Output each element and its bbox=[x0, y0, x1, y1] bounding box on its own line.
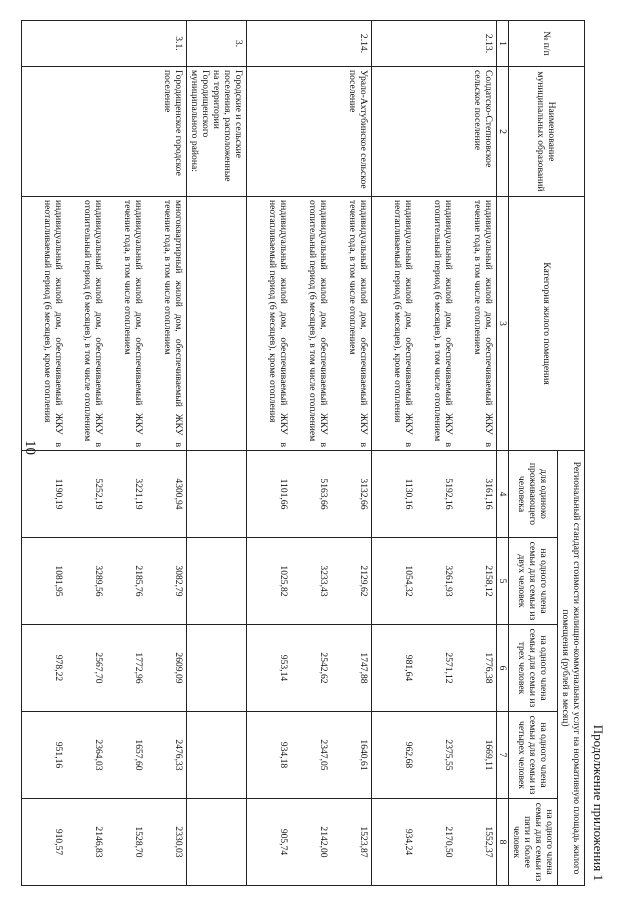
column-number: 1 bbox=[496, 21, 508, 67]
category-entry: индивидуальный жилой дом, обеспечиваемый ЖКУ в отопительный период (6 месяцев), в том числе отоплением bbox=[81, 200, 104, 447]
value: 2185,76 bbox=[132, 565, 144, 597]
value-cell bbox=[371, 712, 496, 799]
value: 934,24 bbox=[402, 828, 414, 856]
row-number: 3. bbox=[186, 21, 246, 67]
value-cell bbox=[21, 451, 186, 538]
header-standard-group: Региональный стандарт стоимости жилищно-коммунальных услуг на нормативную площадь жилого помещения (рублей в месяц) bbox=[557, 451, 584, 886]
continuation-title: Продолжение приложения 1 bbox=[591, 724, 606, 881]
header-num: № п/п bbox=[508, 21, 584, 67]
category-entry: индивидуальный жилой дом, обеспечиваемый ЖКУ в неотапливаемый период (6 месяцев), кроме отопления bbox=[41, 200, 64, 447]
category-entry: индивидуальный жилой дом, обеспечиваемый ЖКУ в неотапливаемый период (6 месяцев), кроме отопления bbox=[391, 200, 414, 447]
value-cell bbox=[186, 451, 246, 538]
value bbox=[204, 541, 244, 621]
value: 2609,09 bbox=[172, 652, 184, 684]
value: 1669,11 bbox=[482, 739, 494, 771]
value: 1772,96 bbox=[132, 652, 144, 684]
value: 2347,05 bbox=[317, 739, 329, 771]
category-entry bbox=[204, 200, 244, 447]
value: 5192,16 bbox=[442, 478, 454, 510]
value-cell bbox=[186, 799, 246, 886]
value: 1747,88 bbox=[357, 652, 369, 684]
value-cell bbox=[186, 538, 246, 625]
category-entry: индивидуальный жилой дом, обеспечиваемый ЖКУ в течение года, в том числе отоплением bbox=[471, 200, 494, 447]
category-entry: индивидуальный жилой дом, обеспечиваемый ЖКУ в неотапливаемый период (6 месяцев), кроме отопления bbox=[266, 200, 289, 447]
column-number-row bbox=[496, 21, 508, 886]
value: 905,74 bbox=[277, 828, 289, 856]
category-entry: индивидуальный жилой дом, обеспечиваемый ЖКУ в течение года, в том числе отоплением bbox=[121, 200, 144, 447]
value: 3233,43 bbox=[317, 565, 329, 597]
column-number: 6 bbox=[496, 625, 508, 712]
value: 2129,62 bbox=[357, 565, 369, 597]
row-name: Городские и сельские поселения, расположенные на территории Городищенского муниципального района: bbox=[186, 67, 246, 197]
value: 1523,87 bbox=[357, 826, 369, 858]
value-cell bbox=[246, 538, 371, 625]
table-row bbox=[246, 21, 371, 886]
value-cell bbox=[21, 538, 186, 625]
category-cell bbox=[246, 197, 371, 451]
value-cell bbox=[246, 799, 371, 886]
value: 1081,95 bbox=[52, 565, 64, 597]
column-number: 5 bbox=[496, 538, 508, 625]
value bbox=[204, 454, 244, 534]
page-number: 10 bbox=[22, 440, 38, 455]
value: 1130,16 bbox=[402, 478, 414, 510]
value: 3221,19 bbox=[132, 478, 144, 510]
value: 1776,38 bbox=[482, 652, 494, 684]
value bbox=[204, 628, 244, 708]
header-sub: на одного члена семьи для семьи из двух человек bbox=[508, 538, 557, 625]
value: 2170,50 bbox=[442, 826, 454, 858]
value: 951,16 bbox=[52, 741, 64, 769]
value bbox=[204, 715, 244, 795]
value bbox=[204, 802, 244, 882]
value: 2567,70 bbox=[92, 652, 104, 684]
value: 2476,33 bbox=[172, 739, 184, 771]
category-entry: индивидуальный жилой дом, обеспечиваемый ЖКУ в отопительный период (6 месяцев), в том числе отоплением bbox=[431, 200, 454, 447]
column-number: 3 bbox=[496, 197, 508, 451]
row-name: Урало-Ахтубинское сельское поселение bbox=[246, 67, 371, 197]
value: 2364,03 bbox=[92, 739, 104, 771]
value: 2146,83 bbox=[92, 826, 104, 858]
value: 981,64 bbox=[402, 654, 414, 682]
value-cell bbox=[371, 625, 496, 712]
row-number: 2.14. bbox=[246, 21, 371, 67]
row-name: Солдатско-Степновское сельское поселение bbox=[371, 67, 496, 197]
value: 2142,00 bbox=[317, 826, 329, 858]
value: 2158,12 bbox=[482, 565, 494, 597]
value: 1552,37 bbox=[482, 826, 494, 858]
value: 4300,94 bbox=[172, 478, 184, 510]
column-number: 2 bbox=[496, 67, 508, 197]
value: 2571,12 bbox=[442, 652, 454, 684]
header-category: Категория жилого помещения bbox=[508, 197, 584, 451]
value: 3082,79 bbox=[172, 565, 184, 597]
column-number: 7 bbox=[496, 712, 508, 799]
value: 1101,66 bbox=[277, 478, 289, 510]
value: 934,18 bbox=[277, 741, 289, 769]
value: 1657,60 bbox=[132, 739, 144, 771]
value: 1054,32 bbox=[402, 565, 414, 597]
value-cell bbox=[371, 451, 496, 538]
value: 5252,19 bbox=[92, 478, 104, 510]
value: 1528,70 bbox=[132, 826, 144, 858]
value: 5163,66 bbox=[317, 478, 329, 510]
value-cell bbox=[21, 625, 186, 712]
header-sub: для одиноко проживающего человека bbox=[508, 451, 557, 538]
header-sub: на одного члена семьи для семьи из трех человек bbox=[508, 625, 557, 712]
table-row bbox=[371, 21, 496, 886]
category-cell bbox=[186, 197, 246, 451]
value-cell bbox=[246, 451, 371, 538]
rotated-page bbox=[41, 20, 612, 885]
row-number: 2.13. bbox=[371, 21, 496, 67]
table-row bbox=[21, 21, 186, 886]
category-cell bbox=[371, 197, 496, 451]
value-cell bbox=[371, 538, 496, 625]
value-cell bbox=[371, 799, 496, 886]
category-cell bbox=[21, 197, 186, 451]
value: 3132,66 bbox=[357, 478, 369, 510]
value: 962,68 bbox=[402, 741, 414, 769]
value: 3261,93 bbox=[442, 565, 454, 597]
value: 2375,55 bbox=[442, 739, 454, 771]
row-name: Городищенское городское поселение bbox=[21, 67, 186, 197]
value-cell bbox=[186, 625, 246, 712]
value: 1025,82 bbox=[277, 565, 289, 597]
value: 3289,56 bbox=[92, 565, 104, 597]
table-row bbox=[186, 21, 246, 886]
category-entry: индивидуальный жилой дом, обеспечиваемый ЖКУ в отопительный период (6 месяцев), в том числе отоплением bbox=[306, 200, 329, 447]
value-cell bbox=[186, 712, 246, 799]
header-sub: на одного члена семьи для семьи из четырех человек bbox=[508, 712, 557, 799]
value-cell bbox=[21, 799, 186, 886]
value: 978,22 bbox=[52, 654, 64, 682]
header-row bbox=[557, 21, 584, 886]
value: 953,14 bbox=[277, 654, 289, 682]
value: 1640,61 bbox=[357, 739, 369, 771]
value: 2542,62 bbox=[317, 652, 329, 684]
header-sub: на одного члена семьи для семьи из пяти и более человек bbox=[508, 799, 557, 886]
value: 2330,03 bbox=[172, 826, 184, 858]
standards-table bbox=[21, 20, 585, 886]
header-name: Наименование муниципальных образований bbox=[508, 67, 584, 197]
column-number: 4 bbox=[496, 451, 508, 538]
value: 1190,19 bbox=[52, 478, 64, 510]
row-number: 3.1. bbox=[21, 21, 186, 67]
value: 910,57 bbox=[52, 828, 64, 856]
value-cell bbox=[246, 712, 371, 799]
value-cell bbox=[246, 625, 371, 712]
value: 3161,16 bbox=[482, 478, 494, 510]
category-entry: индивидуальный жилой дом, обеспечиваемый ЖКУ в течение года, в том числе отоплением bbox=[346, 200, 369, 447]
category-entry: многоквартирный жилой дом, обеспечиваемый ЖКУ в течение года, в том числе отоплением bbox=[161, 200, 184, 447]
column-number: 8 bbox=[496, 799, 508, 886]
value-cell bbox=[21, 712, 186, 799]
